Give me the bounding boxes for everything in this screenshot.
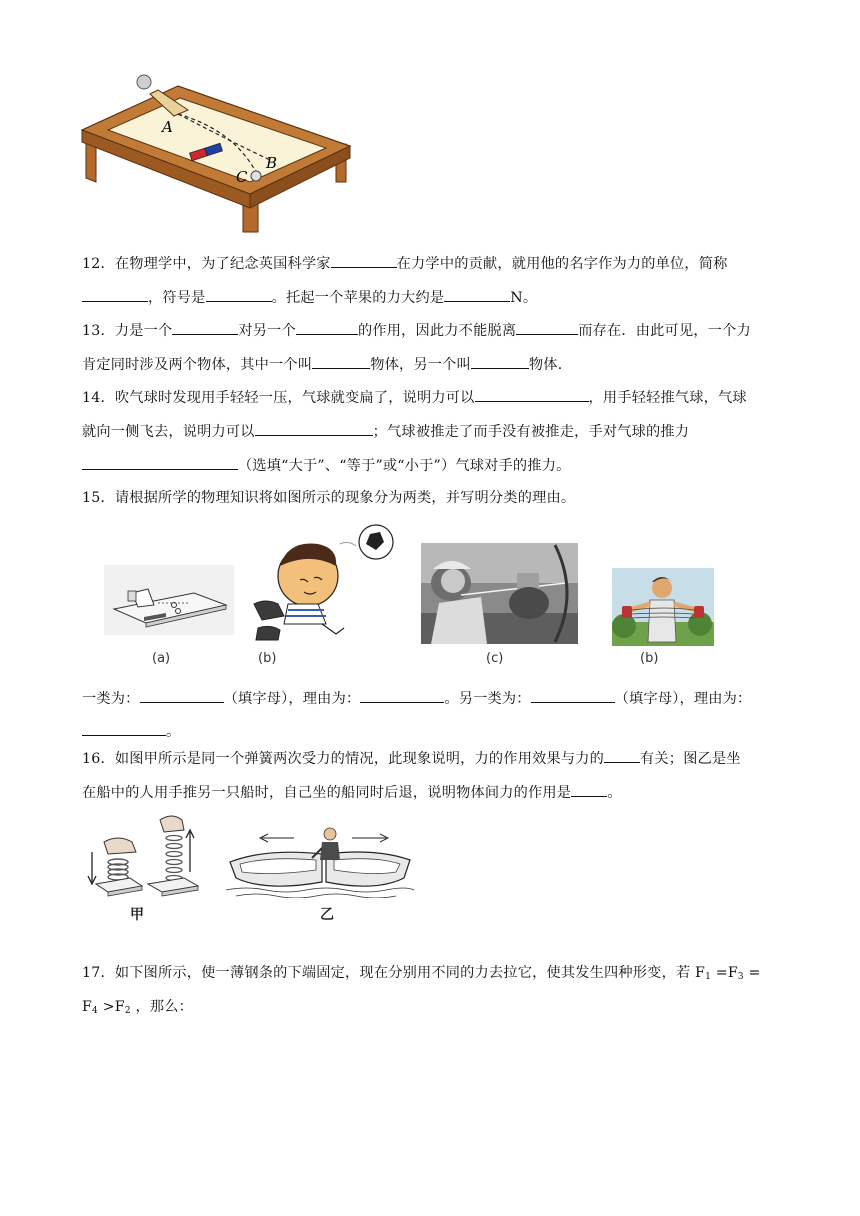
q15-figure-b-boy <box>248 520 398 644</box>
q15-blank-3[interactable] <box>531 688 615 703</box>
label-a: A <box>162 118 173 136</box>
q15-answer-line-2: 。 <box>82 721 180 742</box>
q16-blank-2[interactable] <box>571 782 607 797</box>
q14-blank-3[interactable] <box>82 455 238 470</box>
q13-blank-5[interactable] <box>471 354 529 369</box>
q16-line-2: 在船中的人用手推另一只船时，自己坐的船同时后退，说明物体间力的作用是 。 <box>82 782 622 803</box>
table-magnet-figure <box>78 70 358 236</box>
q14-blank-2[interactable] <box>255 421 373 436</box>
q16-figure-boats <box>226 824 414 898</box>
q15-figure-expander <box>612 568 714 646</box>
label-b: B <box>266 154 278 172</box>
q15-answer-line-1: 一类为： （填字母），理由为： 。另一类为： （填字母），理由为： <box>82 688 751 709</box>
q15-figure-a <box>104 565 234 635</box>
q16-label-jia: 甲 <box>130 907 144 923</box>
q13-blank-2[interactable] <box>296 320 358 335</box>
q15-caption-b1: (b) <box>258 651 277 666</box>
label-c: C <box>236 168 248 186</box>
q13-blank-3[interactable] <box>516 320 578 335</box>
q12-blank-4[interactable] <box>444 287 510 302</box>
q12-line-1: 12．在物理学中，为了纪念英国科学家 在力学中的贡献，就用他的名字作为力的单位，简称 <box>82 253 728 274</box>
q16-label-yi: 乙 <box>320 907 334 923</box>
q13-line-1: 13．力是一个 对另一个 的作用，因此力不能脱离 而存在．由此可见，一个力 <box>82 320 751 341</box>
q13-blank-1[interactable] <box>172 320 238 335</box>
q15-caption-a: (a) <box>152 651 171 666</box>
q13-line-2: 肯定同时涉及两个物体，其中一个叫 物体，另一个叫 物体． <box>82 354 572 375</box>
q14-line-2: 就向一侧飞去，说明力可以 ；气球被推走了而手没有被推走，手对气球的推力 <box>82 421 689 442</box>
q15-figure-c-archer <box>421 543 578 644</box>
q16-figure-springs <box>84 812 204 904</box>
q14-line-1: 14．吹气球时发现用手轻轻一压，气球就变扁了，说明力可以 ，用手轻轻推气球，气球 <box>82 387 747 408</box>
q15-blank-1[interactable] <box>140 688 224 703</box>
q12-blank-3[interactable] <box>206 287 272 302</box>
q15-caption-b2: (b) <box>640 651 659 666</box>
q17-line-2: F4 >F2 ，那么： <box>82 999 194 1016</box>
q16-line-1: 16．如图甲所示是同一个弹簧两次受力的情况，此现象说明，力的作用效果与力的 有关；图乙是坐 <box>82 748 741 769</box>
q12-blank-2[interactable] <box>82 287 148 302</box>
q16-blank-1[interactable] <box>604 748 640 763</box>
q17-line-1: 17．如下图所示，使一薄钢条的下端固定，现在分别用不同的力去拉它，使其发生四种形变，若 F1 =F3 = <box>82 965 761 982</box>
q14-blank-1[interactable] <box>475 387 589 402</box>
q12-blank-1[interactable] <box>331 253 397 268</box>
q14-line-3: （选填“大于”、“等于”或“小于”）气球对手的推力。 <box>82 455 570 476</box>
q15-question: 15．请根据所学的物理知识将如图所示的现象分为两类，并写明分类的理由。 <box>82 490 576 506</box>
q15-blank-4[interactable] <box>82 721 166 736</box>
q15-blank-2[interactable] <box>360 688 444 703</box>
q13-blank-4[interactable] <box>312 354 370 369</box>
q15-caption-c: (c) <box>486 651 504 666</box>
q12-line-2: ，符号是 。托起一个苹果的力大约是 N。 <box>82 287 537 308</box>
